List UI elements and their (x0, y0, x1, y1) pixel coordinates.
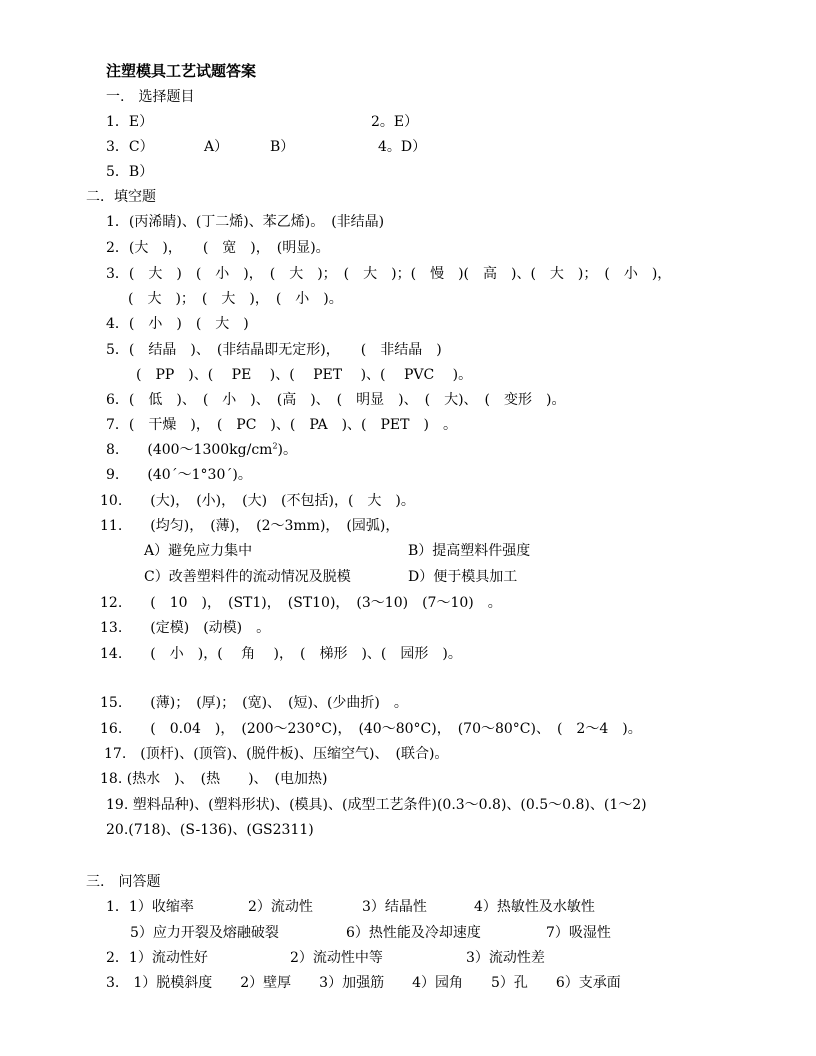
fill-answer-line: 5．( 结晶 )、 (非结晶即无定形)， ( 非结晶 ) (106, 342, 442, 358)
fill-answer-line: 2．(大 )， ( 宽 )， (明显)。 (106, 240, 330, 256)
qa-answer: 5）应力开裂及熔融破裂 (130, 925, 279, 941)
fill-answer-option: C）改善塑料件的流动情况及脱模 (144, 569, 351, 585)
choice-answer: B） (270, 139, 295, 155)
section-heading-choice: 一. 选择题目 (106, 89, 195, 105)
section-heading-qa: 三. 问答题 (86, 874, 161, 890)
fill-answer-line: 4．( 小 ) ( 大 ) (106, 316, 249, 332)
choice-answer: 5．B） (106, 164, 154, 180)
fill-answer-option: A）避免应力集中 (144, 543, 253, 559)
answer-text: )。 (277, 442, 298, 458)
qa-answer: 2）流动性中等 (290, 950, 383, 966)
fill-answer-line: 10. (大)， (小)， (大) (不包括)，( 大 )。 (100, 493, 415, 509)
fill-answer-option: D）便于模具加工 (408, 569, 518, 585)
fill-answer-line: 3．( 大 ) ( 小 )， ( 大 )； ( 大 )；( 慢 )( 高 )、( 大 )； ( 小 )， (106, 266, 672, 282)
fill-answer-line: 18. (热水 )、 (热 )、 (电加热) (100, 771, 328, 787)
fill-answer-line: 19. 塑料品种)、(塑料形状)、(模具)、(成型工艺条件)(0.3～0.8)、(0.5～0.8)、(1～2) (106, 797, 647, 813)
fill-answer-line: 17. (顶杆)、(顶管)、(脱件板)、压缩空气)、 (联合)。 (104, 746, 449, 762)
fill-answer-line: 15. (薄)； (厚)； (宽)、 (短)、(少曲折) 。 (100, 695, 408, 711)
fill-answer-line: 9. (40´～1°30´)。 (106, 467, 252, 483)
page-title: 注塑模具工艺试题答案 (106, 62, 257, 80)
qa-answer: 2．1）流动性好 (106, 950, 208, 966)
qa-answer: 2）流动性 (248, 899, 313, 915)
fill-answer-line: 14. ( 小 )，( 角 )， ( 梯形 )、( 园形 )。 (100, 646, 462, 662)
fill-answer-line: 12. ( 10 )， (ST1)， (ST10)， (3～10) (7～10) 。 (100, 595, 502, 611)
fill-answer-line: ( PP )、( PE )、( PET )、( PVC )。 (136, 367, 473, 383)
choice-answer: 1．E） (106, 114, 154, 130)
qa-answer: 7）吸湿性 (546, 925, 611, 941)
fill-answer-line: 11. (均匀)， (薄)， (2～3mm)， (园弧)， (100, 518, 400, 534)
qa-answer: 6）热性能及冷却速度 (346, 925, 481, 941)
choice-answer: A） (204, 139, 229, 155)
fill-answer-line: 16. ( 0.04 )， (200～230°C)， (40～80°C)， (70～80°C)、 ( 2～4 )。 (100, 721, 642, 737)
fill-answer-line: ( 大 )； ( 大 )， ( 小 )。 (128, 291, 343, 307)
answer-text: (400～1300kg/cm (147, 442, 273, 458)
fill-answer-line: 20.(718)、(S-136)、(GS2311) (106, 822, 314, 838)
qa-answer: 1．1）收缩率 (106, 899, 194, 915)
qa-answer: 3）流动性差 (466, 950, 545, 966)
choice-answer: 4。D） (378, 139, 427, 155)
fill-answer-line: 7．( 干燥 )， ( PC )、( PA )、( PET ) 。 (106, 417, 457, 433)
fill-answer-line: 13. (定模) (动模) 。 (100, 620, 271, 636)
fill-answer-line: 6．( 低 )、 ( 小 )、 (高 )、 ( 明显 )、 ( 大)、 ( 变形 )。 (106, 392, 566, 408)
fill-answer-line (106, 441, 297, 459)
choice-answer: 3．C） (106, 139, 154, 155)
section-heading-fill: 二．填空题 (86, 189, 156, 205)
choice-answer: 2。E） (371, 114, 419, 130)
fill-answer-line: 1．(丙浠睛)、(丁二烯)、苯乙烯)。 (非结晶) (106, 214, 385, 230)
qa-answer: 4）热敏性及水敏性 (474, 899, 595, 915)
line-number: 8. (106, 442, 120, 458)
qa-answer: 3. 1）脱模斜度 2）壁厚 3）加强筋 4）园角 5）孔 6）支承面 (106, 975, 621, 991)
qa-answer: 3）结晶性 (362, 899, 427, 915)
superscript: 2 (272, 441, 278, 451)
fill-answer-option: B）提高塑料件强度 (408, 543, 531, 559)
